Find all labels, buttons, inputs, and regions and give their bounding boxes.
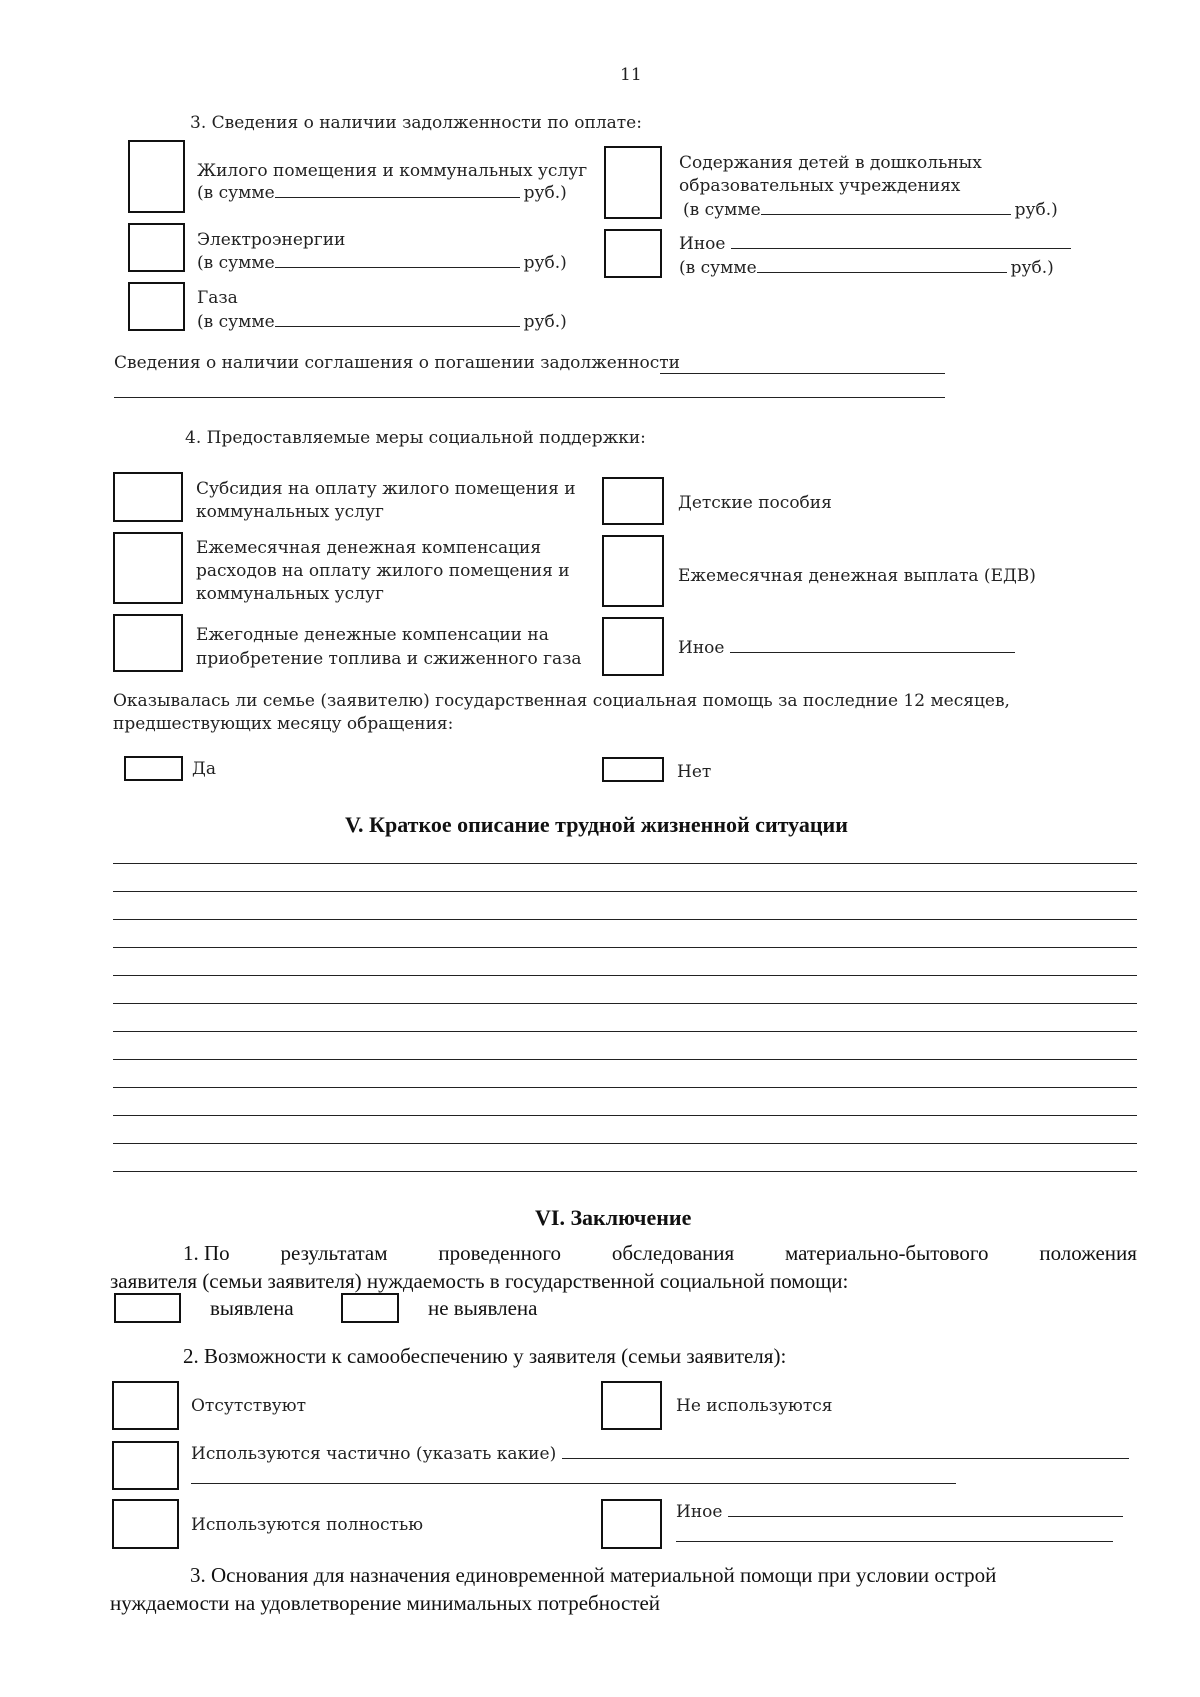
situation-section-title: V. Краткое описание трудной жизненной ситуации: [345, 812, 848, 837]
debt-electricity-label: Электроэнергии: [197, 230, 346, 250]
situation-line-10[interactable]: [113, 1115, 1137, 1116]
conclusion-p1-word: результатам: [280, 1241, 388, 1265]
self-support-partial-checkbox[interactable]: [112, 1441, 179, 1490]
situation-line-11[interactable]: [113, 1143, 1137, 1144]
situation-line-2[interactable]: [113, 891, 1137, 892]
debt-agreement-line-1[interactable]: [660, 373, 945, 374]
conclusion-p1-word: обследования: [611, 1241, 735, 1265]
conclusion-p1-word: материально-бытового: [784, 1241, 989, 1265]
debt-housing-sum: (в сумме руб.): [197, 183, 567, 203]
debt-kindergarten-label-line1: Содержания детей в дошкольных: [679, 153, 982, 173]
self-support-partial-label: Используются частично (указать какие): [191, 1443, 1129, 1465]
situation-line-1[interactable]: [113, 863, 1137, 864]
debt-agreement-line-2[interactable]: [114, 397, 945, 398]
support-child-benefits-label: Детские пособия: [678, 493, 832, 513]
conclusion-paragraph-1-line2: заявителя (семьи заявителя) нуждаемость в государственной социальной помощи:: [110, 1269, 849, 1293]
page-number: 11: [620, 65, 642, 85]
situation-line-7[interactable]: [113, 1031, 1137, 1032]
need-found-checkbox[interactable]: [114, 1293, 181, 1323]
situation-line-12[interactable]: [113, 1171, 1137, 1172]
debt-housing-checkbox[interactable]: [128, 140, 185, 213]
situation-line-3[interactable]: [113, 919, 1137, 920]
need-not-found-label: не выявлена: [428, 1296, 538, 1320]
support-other-checkbox[interactable]: [602, 617, 664, 676]
support-annual-compensation-line1: Ежегодные денежные компенсации на: [196, 625, 549, 645]
support-monthly-compensation-line3: коммунальных услуг: [196, 584, 384, 604]
support-monthly-compensation-line2: расходов на оплату жилого помещения и: [196, 561, 570, 581]
debt-section-heading: 3. Сведения о наличии задолженности по оплате:: [190, 113, 642, 133]
debt-kindergarten-label-line2: образовательных учреждениях: [679, 176, 961, 196]
debt-kindergarten-sum: (в сумме руб.): [683, 200, 1058, 220]
debt-other-checkbox[interactable]: [604, 229, 662, 278]
debt-other-label: Иное: [679, 233, 1071, 255]
support-other-label: Иное: [678, 637, 1015, 659]
debt-electricity-sum: (в сумме руб.): [197, 253, 567, 273]
assistance-yes-checkbox[interactable]: [124, 756, 183, 781]
support-subsidy-checkbox[interactable]: [113, 472, 183, 522]
debt-gas-label: Газа: [197, 288, 238, 308]
support-edv-label: Ежемесячная денежная выплата (ЕДВ): [678, 566, 1036, 586]
self-support-heading: 2. Возможности к самообеспечению у заявителя (семьи заявителя):: [183, 1344, 787, 1368]
conclusion-p1-word: проведенного: [438, 1241, 562, 1265]
self-support-not-used-label: Не используются: [676, 1396, 833, 1416]
support-annual-compensation-checkbox[interactable]: [113, 614, 183, 672]
situation-line-8[interactable]: [113, 1059, 1137, 1060]
debt-housing-label: Жилого помещения и коммунальных услуг: [197, 161, 588, 181]
situation-line-4[interactable]: [113, 947, 1137, 948]
support-monthly-compensation-line1: Ежемесячная денежная компенсация: [196, 538, 542, 558]
conclusion-paragraph-1-line1: [183, 1240, 1137, 1266]
assistance-no-label: Нет: [677, 762, 712, 782]
conclusion-p1-word: положения: [1039, 1241, 1137, 1265]
support-subsidy-line2: коммунальных услуг: [196, 502, 384, 522]
debt-kindergarten-checkbox[interactable]: [604, 146, 662, 219]
support-subsidy-line1: Субсидия на оплату жилого помещения и: [196, 479, 576, 499]
self-support-other-label: Иное: [676, 1501, 1123, 1523]
support-annual-compensation-line2: приобретение топлива и сжиженного газа: [196, 649, 582, 669]
grounds-paragraph-line1: 3. Основания для назначения единовременной материальной помощи при условии острой: [190, 1563, 997, 1587]
self-support-not-used-checkbox[interactable]: [601, 1381, 662, 1430]
support-section-heading: 4. Предоставляемые меры социальной поддержки:: [185, 428, 646, 448]
debt-electricity-checkbox[interactable]: [128, 223, 185, 272]
support-monthly-compensation-checkbox[interactable]: [113, 532, 183, 604]
debt-agreement-label: Сведения о наличии соглашения о погашении задолженности: [114, 353, 681, 373]
situation-line-5[interactable]: [113, 975, 1137, 976]
self-support-partial-line-2[interactable]: [191, 1483, 956, 1484]
assistance-question-line2: предшествующих месяцу обращения:: [113, 714, 454, 734]
conclusion-p1-word: 1. По: [183, 1241, 230, 1265]
debt-other-sum: (в сумме руб.): [679, 258, 1054, 278]
grounds-paragraph-line2: нуждаемости на удовлетворение минимальных потребностей: [110, 1591, 661, 1615]
need-found-label: выявлена: [210, 1296, 294, 1320]
self-support-full-checkbox[interactable]: [112, 1499, 179, 1549]
self-support-full-label: Используются полностью: [191, 1515, 424, 1535]
assistance-no-checkbox[interactable]: [602, 757, 664, 782]
assistance-yes-label: Да: [192, 759, 216, 779]
self-support-other-checkbox[interactable]: [601, 1499, 662, 1549]
assistance-question-line1: Оказывалась ли семье (заявителю) государственная социальная помощь за последние 12 месяцев,: [113, 691, 1010, 711]
support-edv-checkbox[interactable]: [602, 535, 664, 607]
debt-gas-checkbox[interactable]: [128, 282, 185, 331]
support-child-benefits-checkbox[interactable]: [602, 477, 664, 525]
self-support-absent-checkbox[interactable]: [112, 1381, 179, 1430]
need-not-found-checkbox[interactable]: [341, 1293, 399, 1323]
conclusion-section-title: VI. Заключение: [535, 1205, 692, 1230]
debt-gas-sum: (в сумме руб.): [197, 312, 567, 332]
situation-line-6[interactable]: [113, 1003, 1137, 1004]
situation-line-9[interactable]: [113, 1087, 1137, 1088]
self-support-other-line-2[interactable]: [676, 1541, 1113, 1542]
self-support-absent-label: Отсутствуют: [191, 1396, 306, 1416]
